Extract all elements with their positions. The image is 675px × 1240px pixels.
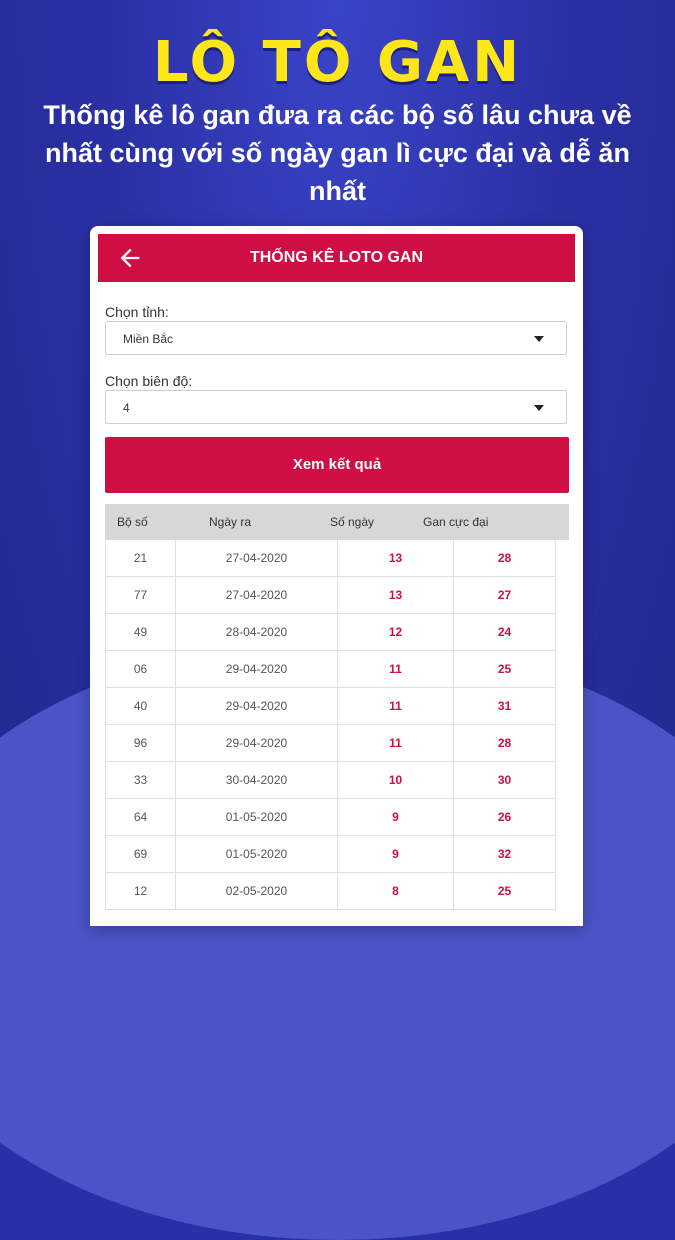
cell-gan-cuc-dai: 25 bbox=[454, 651, 556, 687]
caret-down-icon bbox=[534, 405, 544, 411]
cell-bo-so: 06 bbox=[106, 651, 176, 687]
range-value: 4 bbox=[123, 401, 130, 415]
app-screen bbox=[90, 226, 583, 926]
table-row bbox=[106, 836, 556, 873]
cell-gan-cuc-dai: 24 bbox=[454, 614, 556, 650]
cell-ngay-ra: 27-04-2020 bbox=[176, 540, 338, 576]
promo-subtitle: Thống kê lô gan đưa ra các bộ số lâu chưa về nhất cùng với số ngày gan lì cực đại và dễ ăn nhất bbox=[43, 100, 632, 206]
page-title: THỐNG KÊ LOTO GAN bbox=[249, 249, 424, 266]
table-row bbox=[106, 540, 556, 577]
header-gan-cuc-dai: Gan cực đại bbox=[423, 515, 489, 529]
cell-bo-so: 49 bbox=[106, 614, 176, 650]
table-row bbox=[106, 762, 556, 799]
cell-ngay-ra: 28-04-2020 bbox=[176, 614, 338, 650]
view-result-button[interactable]: Xem kết quả bbox=[105, 437, 569, 493]
cell-so-ngay: 11 bbox=[338, 725, 454, 761]
cell-bo-so: 21 bbox=[106, 540, 176, 576]
cell-gan-cuc-dai: 32 bbox=[454, 836, 556, 872]
cell-so-ngay: 13 bbox=[338, 540, 454, 576]
cell-bo-so: 64 bbox=[106, 799, 176, 835]
header-ngay-ra: Ngày ra bbox=[209, 515, 252, 529]
table-header bbox=[105, 504, 569, 540]
cell-gan-cuc-dai: 28 bbox=[454, 540, 556, 576]
cell-so-ngay: 13 bbox=[338, 577, 454, 613]
cell-so-ngay: 11 bbox=[338, 688, 454, 724]
cell-ngay-ra: 29-04-2020 bbox=[176, 688, 338, 724]
header-bo-so: Bộ số bbox=[117, 515, 148, 529]
table-row bbox=[106, 651, 556, 688]
cell-bo-so: 33 bbox=[106, 762, 176, 798]
cell-gan-cuc-dai: 25 bbox=[454, 873, 556, 909]
caret-down-icon bbox=[534, 336, 544, 342]
cell-gan-cuc-dai: 28 bbox=[454, 725, 556, 761]
cell-so-ngay: 9 bbox=[338, 836, 454, 872]
cell-ngay-ra: 27-04-2020 bbox=[176, 577, 338, 613]
table-row bbox=[106, 688, 556, 725]
province-select[interactable] bbox=[105, 321, 567, 355]
cell-ngay-ra: 30-04-2020 bbox=[176, 762, 338, 798]
cell-gan-cuc-dai: 31 bbox=[454, 688, 556, 724]
province-value: Miền Bắc bbox=[123, 332, 174, 346]
range-select[interactable] bbox=[105, 390, 567, 424]
cell-gan-cuc-dai: 26 bbox=[454, 799, 556, 835]
promo-title: LÔ TÔ GAN bbox=[152, 30, 523, 95]
table-row bbox=[106, 577, 556, 614]
header-so-ngay: Số ngày bbox=[330, 515, 375, 529]
cell-ngay-ra: 02-05-2020 bbox=[176, 873, 338, 909]
table-row bbox=[106, 614, 556, 651]
table-row bbox=[106, 725, 556, 762]
range-label: Chọn biên độ: bbox=[105, 373, 193, 389]
cell-so-ngay: 10 bbox=[338, 762, 454, 798]
cell-bo-so: 77 bbox=[106, 577, 176, 613]
cell-bo-so: 12 bbox=[106, 873, 176, 909]
cell-so-ngay: 9 bbox=[338, 799, 454, 835]
table-row bbox=[106, 873, 556, 910]
cell-bo-so: 69 bbox=[106, 836, 176, 872]
cell-ngay-ra: 01-05-2020 bbox=[176, 836, 338, 872]
table-row bbox=[106, 799, 556, 836]
cell-gan-cuc-dai: 27 bbox=[454, 577, 556, 613]
cell-ngay-ra: 29-04-2020 bbox=[176, 651, 338, 687]
cell-gan-cuc-dai: 30 bbox=[454, 762, 556, 798]
app-bar bbox=[98, 234, 575, 282]
cell-ngay-ra: 01-05-2020 bbox=[176, 799, 338, 835]
cell-bo-so: 96 bbox=[106, 725, 176, 761]
loto-gan-table bbox=[105, 540, 556, 910]
cell-so-ngay: 11 bbox=[338, 651, 454, 687]
cell-bo-so: 40 bbox=[106, 688, 176, 724]
cell-so-ngay: 8 bbox=[338, 873, 454, 909]
province-label: Chọn tỉnh: bbox=[105, 304, 169, 320]
cell-ngay-ra: 29-04-2020 bbox=[176, 725, 338, 761]
cell-so-ngay: 12 bbox=[338, 614, 454, 650]
